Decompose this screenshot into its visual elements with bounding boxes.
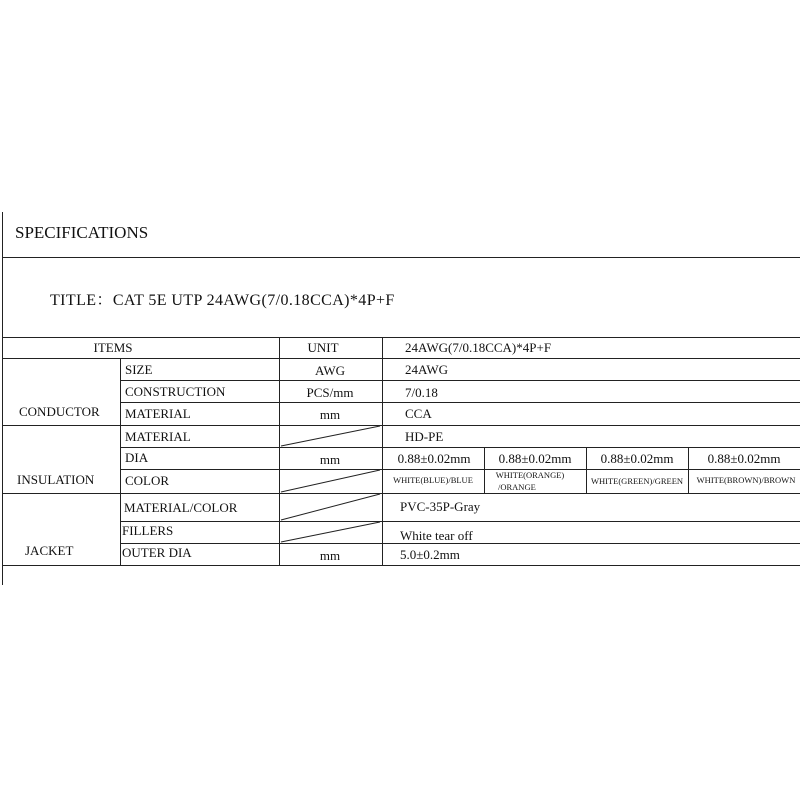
na-slash-ins-material (281, 426, 380, 446)
conductor-material-value: CCA (405, 406, 432, 421)
construction-value: 7/0.18 (405, 385, 438, 400)
dia-value-pair-2: 0.88±0.02mm (498, 451, 572, 466)
items-header: ITEMS (93, 340, 133, 355)
dia-label: DIA (125, 450, 149, 465)
conductor-bottom-divider (2, 425, 800, 426)
na-slash-jacket-material (281, 494, 380, 520)
jacket-group-label: JACKET (25, 543, 74, 558)
table-bottom-border (2, 565, 800, 566)
size-value: 24AWG (405, 362, 449, 377)
conductor-group-label: CONDUCTOR (19, 404, 100, 419)
header-row-divider (2, 358, 800, 359)
left-border (2, 212, 3, 585)
table-top-border (2, 337, 800, 338)
unit-header: UNIT (307, 340, 339, 355)
outer-dia-value: 5.0±0.2mm (400, 547, 460, 562)
color-value-pair-4: WHITE(BROWN)/BROWN (696, 475, 796, 485)
na-slash-ins-color (281, 470, 380, 492)
dia-value-pair-4: 0.88±0.02mm (707, 451, 781, 466)
pair-divider-3 (688, 447, 689, 493)
spec-header: 24AWG(7/0.18CCA)*4P+F (405, 340, 552, 355)
row-divider-fillers (120, 543, 800, 544)
color-value-pair-3: WHITE(GREEN)/GREEN (590, 476, 684, 486)
size-unit: AWG (314, 363, 346, 378)
dia-unit: mm (319, 452, 341, 467)
jacket-material-color-label: MATERIAL/COLOR (124, 500, 238, 515)
pair-divider-2 (586, 447, 587, 493)
heading-divider (2, 257, 800, 258)
outer-dia-unit: mm (319, 548, 341, 563)
group-column-divider (120, 358, 121, 565)
conductor-material-label: MATERIAL (125, 406, 191, 421)
insulation-bottom-divider (2, 493, 800, 494)
color-value-pair-2-line-2: /ORANGE (498, 482, 536, 492)
row-divider-dia (120, 469, 800, 470)
ins-material-label: MATERIAL (125, 429, 191, 444)
fillers-label: FILLERS (122, 523, 174, 538)
row-divider-size (120, 380, 800, 381)
outer-dia-label: OUTER DIA (122, 545, 192, 560)
fillers-value: White tear off (400, 528, 473, 543)
size-label: SIZE (125, 362, 153, 377)
row-divider-construction (120, 402, 800, 403)
pair-divider-1 (484, 447, 485, 493)
dia-value-pair-3: 0.88±0.02mm (600, 451, 674, 466)
color-label: COLOR (125, 473, 170, 488)
na-slash-fillers (281, 522, 380, 542)
page-title: TITLE：CAT 5E UTP 24AWG(7/0.18CCA)*4P+F (50, 292, 395, 309)
section-heading: SPECIFICATIONS (15, 223, 149, 242)
unit-spec-divider (382, 337, 383, 565)
insulation-group-label: INSULATION (17, 472, 95, 487)
dia-value-pair-1: 0.88±0.02mm (397, 451, 471, 466)
conductor-material-unit: mm (319, 407, 341, 422)
color-value-pair-1: WHITE(BLUE)/BLUE (393, 475, 473, 485)
construction-label: CONSTRUCTION (125, 384, 226, 399)
color-value-pair-2-line-1: WHITE(ORANGE) (495, 470, 565, 480)
ins-material-value: HD-PE (405, 429, 444, 444)
items-unit-divider (279, 337, 280, 565)
jacket-material-color-value: PVC-35P-Gray (400, 499, 481, 514)
row-divider-jacket-material (120, 521, 800, 522)
row-divider-ins-material (120, 447, 800, 448)
construction-unit: PCS/mm (306, 385, 354, 400)
